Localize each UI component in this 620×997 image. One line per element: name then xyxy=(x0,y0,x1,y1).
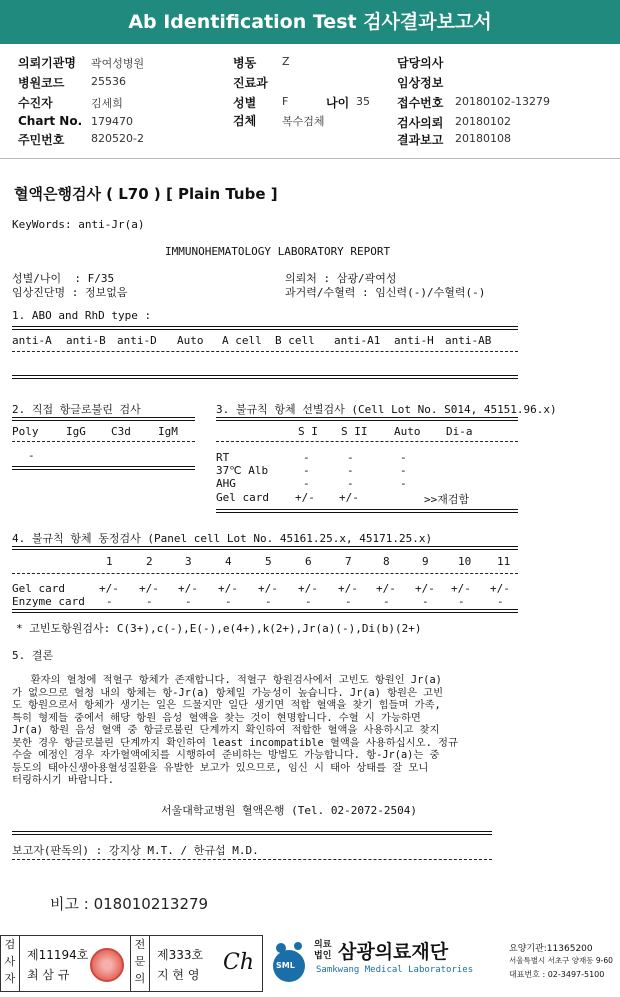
inspector-no: 제11194호 xyxy=(27,948,89,962)
abo-column-header: anti-A1 xyxy=(334,334,381,347)
signature-box xyxy=(0,935,263,992)
abo-column-header: anti-A xyxy=(12,334,52,347)
abo-bottom-rule xyxy=(12,375,518,379)
recipient-label: 수진자 xyxy=(18,96,53,110)
panel-cell: +/- xyxy=(451,582,471,595)
panel-cell: - xyxy=(185,595,192,608)
conclusion-line: 터링하시기 바랍니다. xyxy=(12,774,114,786)
inspector-label: 검사자 xyxy=(1,936,20,991)
panel-cell: +/- xyxy=(338,582,358,595)
panel-cell: - xyxy=(383,595,390,608)
panel-column-header: 10 xyxy=(458,555,472,568)
dat-top-rule xyxy=(12,417,195,421)
panel-column-header: 6 xyxy=(305,555,312,568)
panel-cell: +/- xyxy=(218,582,238,595)
screen-title: 3. 불규칙 항체 선별검사 (Cell Lot No. S014, 45151.96.x) xyxy=(216,403,557,416)
conclusion-line: 등도의 태아신생아용혈성질환을 유발한 보고가 있으므로, 임신 시 태아 상태를 잘 모니 xyxy=(12,761,429,774)
abo-title: 1. ABO and RhD type : xyxy=(12,309,152,322)
dat-column-header: IgM xyxy=(158,425,178,438)
panel-column-header: 9 xyxy=(422,555,429,568)
approver-no: 제333호 xyxy=(157,948,204,962)
ward-value: Z xyxy=(282,55,290,68)
receipt-value: 20180102-13279 xyxy=(455,95,550,108)
conclusion-line: 환자의 혈청에 적혈구 항체가 존재합니다. 적혈구 항원검사에서 고빈도 항원인 Jr(a) xyxy=(12,674,442,686)
request-label: 검사의뢰 xyxy=(397,116,444,130)
panel-cell: +/- xyxy=(490,582,510,595)
dept-label: 진료과 xyxy=(233,76,268,90)
panel-cell: - xyxy=(265,595,272,608)
abo-top-rule xyxy=(12,326,518,330)
dat-column-header: IgG xyxy=(66,425,86,438)
panel-column-header: 2 xyxy=(146,555,153,568)
screen-cell: - xyxy=(400,464,407,477)
screen-cell: - xyxy=(347,451,354,464)
abo-column-header: anti-H xyxy=(394,334,434,347)
specimen-label: 검체 xyxy=(233,114,257,128)
screen-row-label: RT xyxy=(216,451,230,464)
screen-column-header: Di-a xyxy=(446,425,473,438)
panel-title: 4. 불규칙 항체 동정검사 (Panel cell Lot No. 45161.25.x, 45171.25.x) xyxy=(12,532,433,545)
abo-column-header: anti-D xyxy=(117,334,157,347)
contact-phone: 대표번호 : 02-3497-5100 xyxy=(509,970,605,979)
screen-recheck: >>재검함 xyxy=(424,493,470,506)
panel-cell: +/- xyxy=(415,582,435,595)
panel-row-label: Enzyme card xyxy=(12,595,85,608)
patient-history: 과거력/수혈력 : 임신력(-)/수혈력(-) xyxy=(285,286,486,299)
code-value: 25536 xyxy=(91,75,126,88)
screen-cell: - xyxy=(347,464,354,477)
panel-cell: +/- xyxy=(178,582,198,595)
code-label: 병원코드 xyxy=(18,76,65,90)
screen-cell: - xyxy=(303,451,310,464)
panel-column-header: 4 xyxy=(225,555,232,568)
screen-cell: +/- xyxy=(295,491,315,504)
panel-cell: - xyxy=(497,595,504,608)
chart-value: 179470 xyxy=(91,115,133,128)
receipt-label: 접수번호 xyxy=(397,96,444,110)
org-prefix: 의료법인 xyxy=(314,940,332,961)
keywords: KeyWords: anti-Jr(a) xyxy=(12,218,145,231)
screen-cell: - xyxy=(400,477,407,490)
patient-diagnosis: 임상진단명 : 정보없음 xyxy=(12,286,128,299)
hospital-label: 의뢰기관명 xyxy=(18,56,76,70)
inspector-name: 최 삼 규 xyxy=(27,968,70,982)
approver-name: 지 현 영 xyxy=(157,968,200,982)
panel-bottom-rule xyxy=(12,609,518,613)
panel-cell: - xyxy=(458,595,465,608)
patient-requester: 의뢰처 : 삼광/곽여성 xyxy=(285,272,397,285)
report-date-value: 20180108 xyxy=(455,132,511,145)
dat-result: - xyxy=(28,449,35,462)
screen-column-header: Auto xyxy=(394,425,421,438)
contact-code: 요양기관:11365200 xyxy=(509,944,593,954)
report-title-banner: Ab Identification Test 검사결과보고서 xyxy=(0,0,620,44)
panel-cell: +/- xyxy=(298,582,318,595)
screen-cell: +/- xyxy=(339,491,359,504)
panel-cell: +/- xyxy=(139,582,159,595)
panel-column-header: 3 xyxy=(185,555,192,568)
screen-row-label: 37℃ Alb xyxy=(216,464,269,477)
panel-cell: +/- xyxy=(258,582,278,595)
dat-column-header: C3d xyxy=(111,425,131,438)
abo-column-header: Auto xyxy=(177,334,204,347)
panel-cell: +/- xyxy=(376,582,396,595)
conclusion-line: 수술 예정인 경우 자가혈액예치를 시행하여 준비하는 방법도 가능합니다. 항-Jr(a)는 중 xyxy=(12,749,440,761)
conclusion-line: 못한 경우 항글로불린 단계까지 확인하여 least incompatible 혈액을 사용하십시오. 정규 xyxy=(12,736,458,749)
screen-bottom-rule xyxy=(216,509,518,513)
dat-title: 2. 직접 항글로불린 검사 xyxy=(12,403,141,416)
panel-row-label: Gel card xyxy=(12,582,65,595)
lab-report-title: IMMUNOHEMATOLOGY LABORATORY REPORT xyxy=(165,245,391,258)
contact-address: 서울특별시 서초구 양재동 9-60 xyxy=(509,956,613,965)
info-divider xyxy=(0,158,620,159)
dat-bottom-rule xyxy=(12,466,195,470)
panel-column-header: 5 xyxy=(265,555,272,568)
rrn-value: 820520-2 xyxy=(91,132,144,145)
sex-label: 성별 xyxy=(233,96,257,110)
screen-row-label: Gel card xyxy=(216,491,269,504)
panel-column-header: 1 xyxy=(106,555,113,568)
blood-bank-contact: 서울대학교병원 혈액은행 (Tel. 02-2072-2504) xyxy=(161,804,417,817)
conclusion-title: 5. 결론 xyxy=(12,649,54,662)
screen-row-label: AHG xyxy=(216,477,236,490)
abo-header-rule xyxy=(12,351,518,352)
panel-column-header: 11 xyxy=(497,555,511,568)
reporter-top-rule xyxy=(12,831,492,835)
doctor-label: 담당의사 xyxy=(397,56,444,70)
abo-column-header: A cell xyxy=(222,334,262,347)
panel-column-header: 8 xyxy=(383,555,390,568)
approver-label: 전문의 xyxy=(130,936,150,991)
panel-cell: - xyxy=(345,595,352,608)
conclusion-line: Jr(a) 항원 음성 혈액 중 항글로불린 단계까지 확인하여 적합한 혈액을 사용하시고 찾지 xyxy=(12,724,440,736)
screen-top-rule xyxy=(216,417,518,421)
panel-top-rule xyxy=(12,546,518,550)
screen-cell: - xyxy=(347,477,354,490)
conclusion-line: 도 항원으로서 항체가 생기는 일은 드물지만 일단 생기면 적합 혈액을 찾기 힘들며 가족, xyxy=(12,699,441,711)
panel-cell: - xyxy=(106,595,113,608)
hospital-value: 곽여성병원 xyxy=(91,57,145,70)
screen-cell: - xyxy=(303,477,310,490)
logo-badge: SML xyxy=(276,961,295,970)
panel-cell: - xyxy=(305,595,312,608)
screen-column-header: S II xyxy=(341,425,368,438)
screen-cell: - xyxy=(303,464,310,477)
screen-header-rule xyxy=(216,441,518,442)
age-label: 나이 xyxy=(326,96,350,110)
abo-column-header: anti-AB xyxy=(445,334,492,347)
panel-column-header: 7 xyxy=(345,555,352,568)
remark: 비고 : 018010213279 xyxy=(50,895,209,913)
org-name: 삼광의료재단 xyxy=(338,941,449,963)
rrn-label: 주민번호 xyxy=(18,133,65,147)
specimen-value: 복수검체 xyxy=(282,115,325,128)
clinical-label: 임상정보 xyxy=(397,76,444,90)
conclusion-line: 특히 형제들 중에서 해당 항원 음성 혈액을 찾는 것이 현명합니다. 수혈 시 가능하면 xyxy=(12,711,421,724)
request-value: 20180102 xyxy=(455,115,511,128)
recipient-value: 김세희 xyxy=(91,97,123,110)
panel-cell: +/- xyxy=(99,582,119,595)
dat-header-rule xyxy=(12,441,195,442)
approver-signature: Ch xyxy=(223,950,255,975)
panel-cell: - xyxy=(146,595,153,608)
inspector-seal-icon xyxy=(90,948,124,982)
panel-cell: - xyxy=(225,595,232,608)
screen-column-header: S I xyxy=(298,425,318,438)
report-date-label: 결과보고 xyxy=(397,133,444,147)
test-title: 혈액은행검사 ( L70 ) [ Plain Tube ] xyxy=(14,185,278,203)
org-english: Samkwang Medical Laboratories xyxy=(316,965,474,975)
screen-cell: - xyxy=(400,451,407,464)
sex-value: F xyxy=(282,95,289,108)
dat-column-header: Poly xyxy=(12,425,39,438)
reporter-bottom-rule xyxy=(12,859,492,860)
panel-cell: - xyxy=(422,595,429,608)
panel-header-rule xyxy=(12,573,518,574)
ward-label: 병동 xyxy=(233,56,257,70)
reporter: 보고자(판독의) : 강지상 M.T. / 한규섭 M.D. xyxy=(12,844,259,857)
abo-column-header: anti-B xyxy=(66,334,106,347)
abo-column-header: B cell xyxy=(275,334,315,347)
antigen-note: * 고빈도항원검사: C(3+),c(-),E(-),e(4+),k(2+),Jr(a)(-),Di(b)(2+) xyxy=(16,622,422,635)
conclusion-line: 가 없으므로 혈청 내의 항체는 항-Jr(a) 항체일 가능성이 높습니다. Jr(a) 항원은 고빈 xyxy=(12,686,444,699)
age-value: 35 xyxy=(356,95,370,108)
chart-label: Chart No. xyxy=(18,114,83,128)
patient-sexage: 성별/나이 : F/35 xyxy=(12,272,115,285)
